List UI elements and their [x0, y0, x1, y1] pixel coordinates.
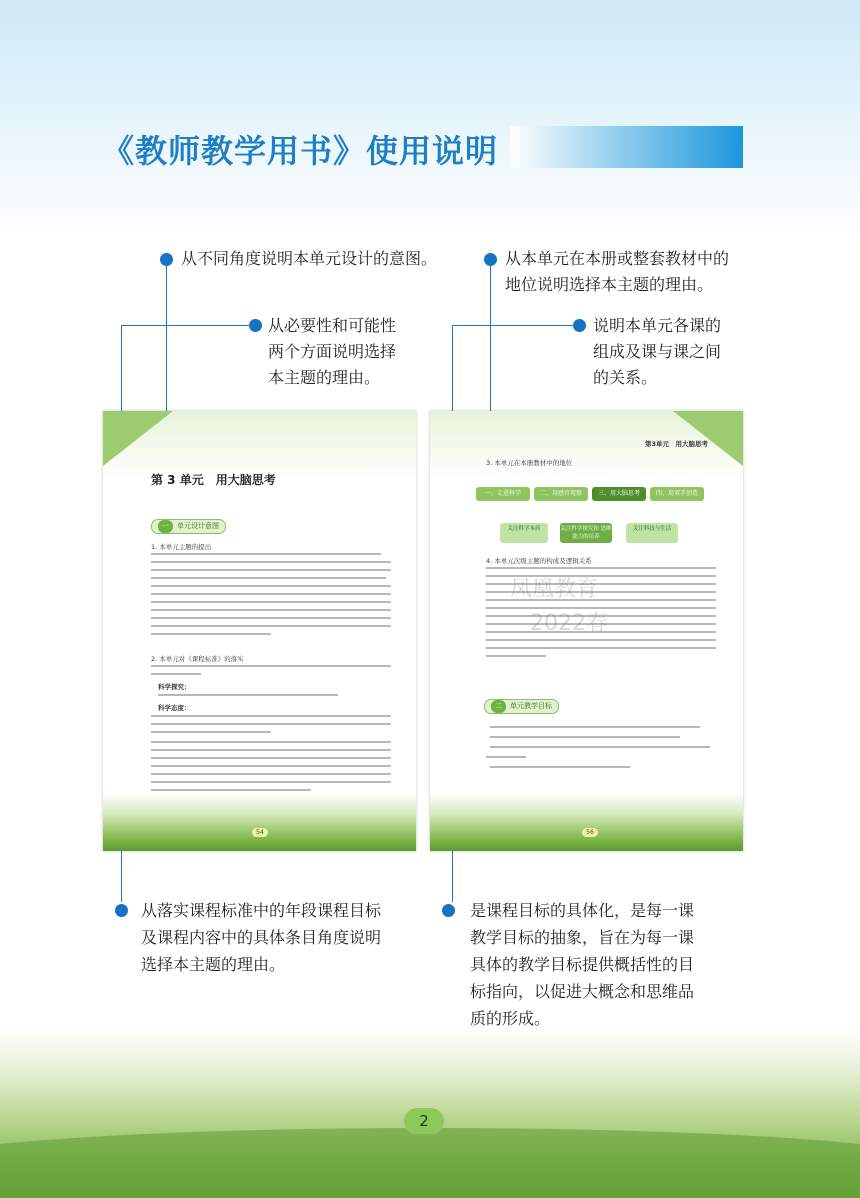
connector-line: [452, 325, 576, 326]
note-bottom-right-line2: 教学目标的抽象，旨在为每一课: [470, 928, 695, 947]
page-grass-footer: [103, 793, 416, 851]
flow-focus: 关注科技与生活: [626, 523, 678, 543]
note-bottom-right-line3: 具体的教学目标提供概括性的目: [470, 955, 695, 974]
text-line: [151, 765, 391, 767]
watermark-text: 凤凰教育: [510, 577, 599, 602]
note-top-right-line2: 地位说明选择本主题的理由。: [505, 275, 714, 294]
flow-focus: 关注科学探究和 思维能力的培养: [560, 523, 612, 543]
section-number: 二: [491, 700, 506, 713]
sub-heading: 科学探究：: [158, 683, 191, 691]
page-number: 56: [582, 828, 598, 837]
text-line: [151, 665, 391, 667]
page-grass-footer: [430, 793, 743, 851]
note-mid-right-line2: 组成及课与课之间: [593, 342, 722, 361]
text-line: [490, 766, 630, 768]
text-line: [151, 773, 391, 775]
flow-step: 二、用感官观察: [534, 487, 588, 501]
item-heading: 2. 本单元对《课程标准》的落实: [151, 655, 244, 663]
flow-focus: 关注科学本质: [500, 523, 548, 543]
text-line: [151, 789, 311, 791]
bullet-dot: [115, 904, 128, 917]
section-number: 一: [158, 520, 173, 533]
corner-decoration: [103, 411, 173, 466]
page-title: 《教师教学用书》使用说明: [102, 132, 499, 170]
note-bottom-right-line4: 标指向，以促进大概念和思维品: [470, 982, 695, 1001]
text-line: [151, 609, 391, 611]
text-line: [151, 569, 391, 571]
text-line: [151, 601, 391, 603]
note-mid-left-line1: 从必要性和可能性: [268, 316, 397, 335]
text-line: [486, 655, 546, 657]
page-number-badge: 2: [404, 1108, 444, 1134]
text-line: [151, 633, 271, 635]
note-mid-left-line3: 本主题的理由。: [268, 368, 381, 387]
item-heading: 1. 本单元主题的提出: [151, 543, 212, 551]
text-line: [151, 553, 381, 555]
text-line: [151, 625, 391, 627]
note-bottom-right-line1: 是课程目标的具体化，是每一课: [470, 901, 695, 920]
text-line: [151, 749, 391, 751]
text-line: [151, 673, 201, 675]
text-line: [151, 585, 391, 587]
text-line: [490, 726, 700, 728]
title-accent-bar: [510, 126, 743, 168]
sub-heading: 科学态度：: [158, 704, 191, 712]
running-head: 第3单元 用大脑思考: [645, 440, 709, 448]
section-label: 单元教学目标: [510, 702, 552, 710]
text-line: [151, 561, 391, 563]
note-bottom-right-line5: 质的形成。: [470, 1009, 551, 1028]
text-line: [151, 577, 386, 579]
text-line: [151, 715, 391, 717]
text-line: [486, 639, 716, 641]
grass-hill: [0, 1128, 860, 1198]
note-top-right-line1: 从本单元在本册或整套教材中的: [505, 249, 730, 268]
flow-step: 一、走进科学: [476, 487, 530, 501]
text-line: [151, 741, 391, 743]
item-heading: 4. 本单元次级主题的构成及逻辑关系: [486, 557, 592, 565]
note-bottom-left-line3: 选择本主题的理由。: [141, 955, 286, 974]
text-line: [151, 593, 391, 595]
flow-step-current: 三、用大脑思考: [592, 487, 646, 501]
text-line: [486, 647, 716, 649]
text-line: [151, 781, 391, 783]
bullet-dot: [442, 904, 455, 917]
sky-background: [0, 0, 860, 240]
left-page-thumbnail: [103, 411, 416, 851]
text-line: [151, 723, 391, 725]
text-line: [151, 731, 271, 733]
connector-line: [121, 325, 251, 326]
section-tag: [151, 519, 226, 534]
watermark-text: 2022春: [530, 611, 608, 636]
text-line: [158, 694, 338, 696]
text-line: [151, 617, 391, 619]
text-line: [486, 567, 716, 569]
note-mid-right-line3: 的关系。: [593, 368, 658, 387]
note-bottom-left-line1: 从落实课程标准中的年段课程目标: [141, 901, 382, 920]
flow-step: 四、用双手创造: [650, 487, 704, 501]
note-mid-right-line1: 说明本单元各课的: [593, 316, 722, 335]
text-line: [490, 736, 680, 738]
note-bottom-left-line2: 及课程内容中的具体条目角度说明: [141, 928, 382, 947]
page-number: 54: [252, 828, 268, 837]
text-line: [486, 756, 526, 758]
unit-title: 第 3 单元 用大脑思考: [151, 473, 276, 487]
item-heading: 3. 本单元在本册教材中的地位: [486, 459, 573, 467]
note-mid-left-line2: 两个方面说明选择: [268, 342, 397, 361]
section-tag: [484, 699, 559, 714]
text-line: [490, 746, 710, 748]
section-label: 单元设计意图: [177, 522, 219, 530]
note-top-left: 从不同角度说明本单元设计的意图。: [181, 249, 438, 268]
text-line: [151, 757, 391, 759]
